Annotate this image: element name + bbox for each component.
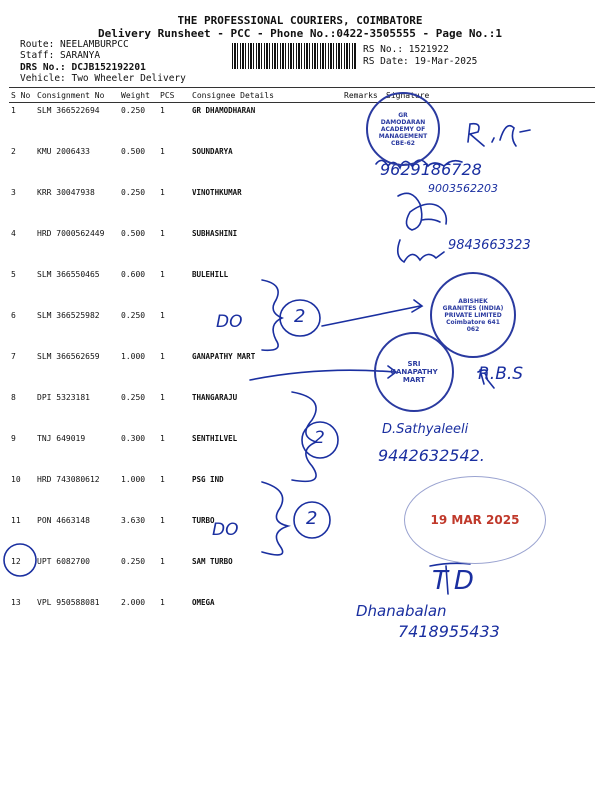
row-weight: 0.250 [121, 311, 146, 320]
rs-number: RS No.: 1521922 [363, 44, 449, 55]
handwritten-count-row-6: 2 [294, 306, 306, 327]
col-signature: Signature [384, 88, 595, 103]
brace-row-5-6 [262, 280, 282, 350]
granites-stamp-text: ABISHEK GRANITES (INDIA) PRIVATE LIMITED Coimbatore 641 062 [442, 297, 504, 333]
row-consignment-no: UPT 6082700 [37, 557, 90, 566]
row-sno: 3 [11, 188, 16, 197]
brace-row-8-10 [292, 392, 316, 481]
row-consignee: GANAPATHY MART [192, 352, 256, 361]
row-weight: 0.500 [121, 147, 146, 156]
row-pcs: 1 [160, 475, 165, 484]
date-stamp-text: 19 MAR 2025 [430, 513, 520, 527]
signature-row-4 [398, 240, 444, 262]
col-consignment: Consignment No [35, 88, 119, 103]
row-weight: 0.600 [121, 270, 146, 279]
col-sno: S No [9, 88, 35, 103]
signature-row-3 [398, 193, 446, 230]
row-consignee: VINOTHKUMAR [192, 188, 242, 197]
handwritten-count-row-11: 2 [306, 508, 318, 529]
row-weight: 0.500 [121, 229, 146, 238]
row-consignment-no: KRR 30047938 [37, 188, 95, 197]
arrow-row-6 [322, 300, 422, 326]
row-sno: 8 [11, 393, 16, 402]
row-pcs: 1 [160, 147, 165, 156]
row-sno: 1 [11, 106, 16, 115]
academy-stamp-text: GR DAMODARAN ACADEMY OF MANAGEMENT CBE-62 [378, 111, 428, 147]
row-consignment-no: SLM 366525982 [37, 311, 100, 320]
row-consignment-no: HRD 7000562449 [37, 229, 105, 238]
date-stamp [404, 476, 546, 564]
handwritten-sign-row-12: TD [432, 566, 480, 596]
row-consignee: SENTHILVEL [192, 434, 238, 443]
row-weight: 0.250 [121, 106, 146, 115]
route-label: Route: NEELAMBURPCC [20, 39, 129, 50]
row-consignment-no: KMU 2006433 [37, 147, 90, 156]
row-pcs: 1 [160, 352, 165, 361]
row-sno: 12 [11, 557, 21, 566]
row-weight: 0.250 [121, 188, 146, 197]
academy-stamp [366, 92, 440, 166]
company-name: THE PROFESSIONAL COURIERS, COIMBATORE [177, 14, 423, 27]
row-weight: 2.000 [121, 598, 146, 607]
handwritten-phone-row-13: 7418955433 [398, 622, 500, 641]
staff-label: Staff: SARANYA [20, 50, 101, 61]
row-consignment-no: PON 4663148 [37, 516, 90, 525]
row-sno: 13 [11, 598, 21, 607]
row-pcs: 1 [160, 229, 165, 238]
row-consignee: THANGARAJU [192, 393, 238, 402]
row-weight: 1.000 [121, 352, 146, 361]
handwritten-phone-row-2: 9629186728 [380, 160, 482, 179]
row-pcs: 1 [160, 311, 165, 320]
handwritten-sign-row-7: R.B.S [478, 364, 524, 384]
col-remarks: Remarks [342, 88, 384, 103]
mart-stamp [374, 332, 454, 412]
row-pcs: 1 [160, 516, 165, 525]
row-pcs: 1 [160, 557, 165, 566]
handwritten-ditto-row-11: DO [212, 520, 239, 540]
row-pcs: 1 [160, 598, 165, 607]
row-consignee: GR DHAMODHARAN [192, 106, 256, 115]
row-pcs: 1 [160, 434, 165, 443]
drs-number: DRS No.: DCJB152192201 [20, 62, 146, 73]
handwritten-phone-row-4: 9843663323 [448, 238, 531, 253]
row-sno: 6 [11, 311, 16, 320]
row-consignee: PSG IND [192, 475, 224, 484]
row-consignee: SAM TURBO [192, 557, 233, 566]
row-weight: 0.300 [121, 434, 146, 443]
handwritten-name-row-9: D.Sathyaleeli [382, 422, 469, 437]
mart-stamp-text: SRI GANAPATHY MART [390, 360, 438, 384]
runsheet-title: Delivery Runsheet - PCC - Phone No.:0422-3505555 - Page No.:1 [98, 27, 502, 40]
row-consignee: SUBHASHINI [192, 229, 238, 238]
handwritten-ditto-row-6: DO [216, 312, 243, 332]
row-consignee: OMEGA [192, 598, 215, 607]
handwritten-name-row-13: Dhanabalan [356, 602, 447, 620]
row-weight: 3.630 [121, 516, 146, 525]
col-consignee: Consignee Details [190, 88, 342, 103]
row-weight: 0.250 [121, 557, 146, 566]
row-sno: 9 [11, 434, 16, 443]
rs-date: RS Date: 19-Mar-2025 [363, 56, 478, 67]
row-consignment-no: DPI 5323181 [37, 393, 90, 402]
row-weight: 1.000 [121, 475, 146, 484]
row-weight: 0.250 [121, 393, 146, 402]
row-pcs: 1 [160, 393, 165, 402]
row-consignment-no: SLM 366522694 [37, 106, 100, 115]
row-consignment-no: SLM 366550465 [37, 270, 100, 279]
row-consignment-no: VPL 950588081 [37, 598, 100, 607]
row-consignment-no: HRD 743080612 [37, 475, 100, 484]
row-pcs: 1 [160, 270, 165, 279]
row-pcs: 1 [160, 106, 165, 115]
row-consignee: SOUNDARYA [192, 147, 233, 156]
row-sno: 4 [11, 229, 16, 238]
row-sno: 5 [11, 270, 16, 279]
row-pcs: 1 [160, 188, 165, 197]
circle-sno-12 [4, 544, 36, 576]
row-sno: 7 [11, 352, 16, 361]
col-pcs: PCS [158, 88, 190, 103]
row-consignee: TURBO [192, 516, 215, 525]
handwritten-count-row-9: 2 [314, 428, 325, 448]
vehicle-label: Vehicle: Two Wheeler Delivery [20, 73, 186, 84]
brace-row-10-12 [262, 482, 288, 555]
row-consignment-no: SLM 366562659 [37, 352, 100, 361]
signature-row-1 [468, 124, 530, 146]
row-consignment-no: TNJ 649019 [37, 434, 86, 443]
row-sno: 11 [11, 516, 21, 525]
handwritten-phone-row-9: 9442632542. [378, 446, 485, 465]
col-weight: Weight [119, 88, 158, 103]
row-sno: 2 [11, 147, 16, 156]
row-sno: 10 [11, 475, 21, 484]
row-consignee: BULEHILL [192, 270, 229, 279]
handwritten-phone-row-3: 9003562203 [428, 182, 498, 195]
